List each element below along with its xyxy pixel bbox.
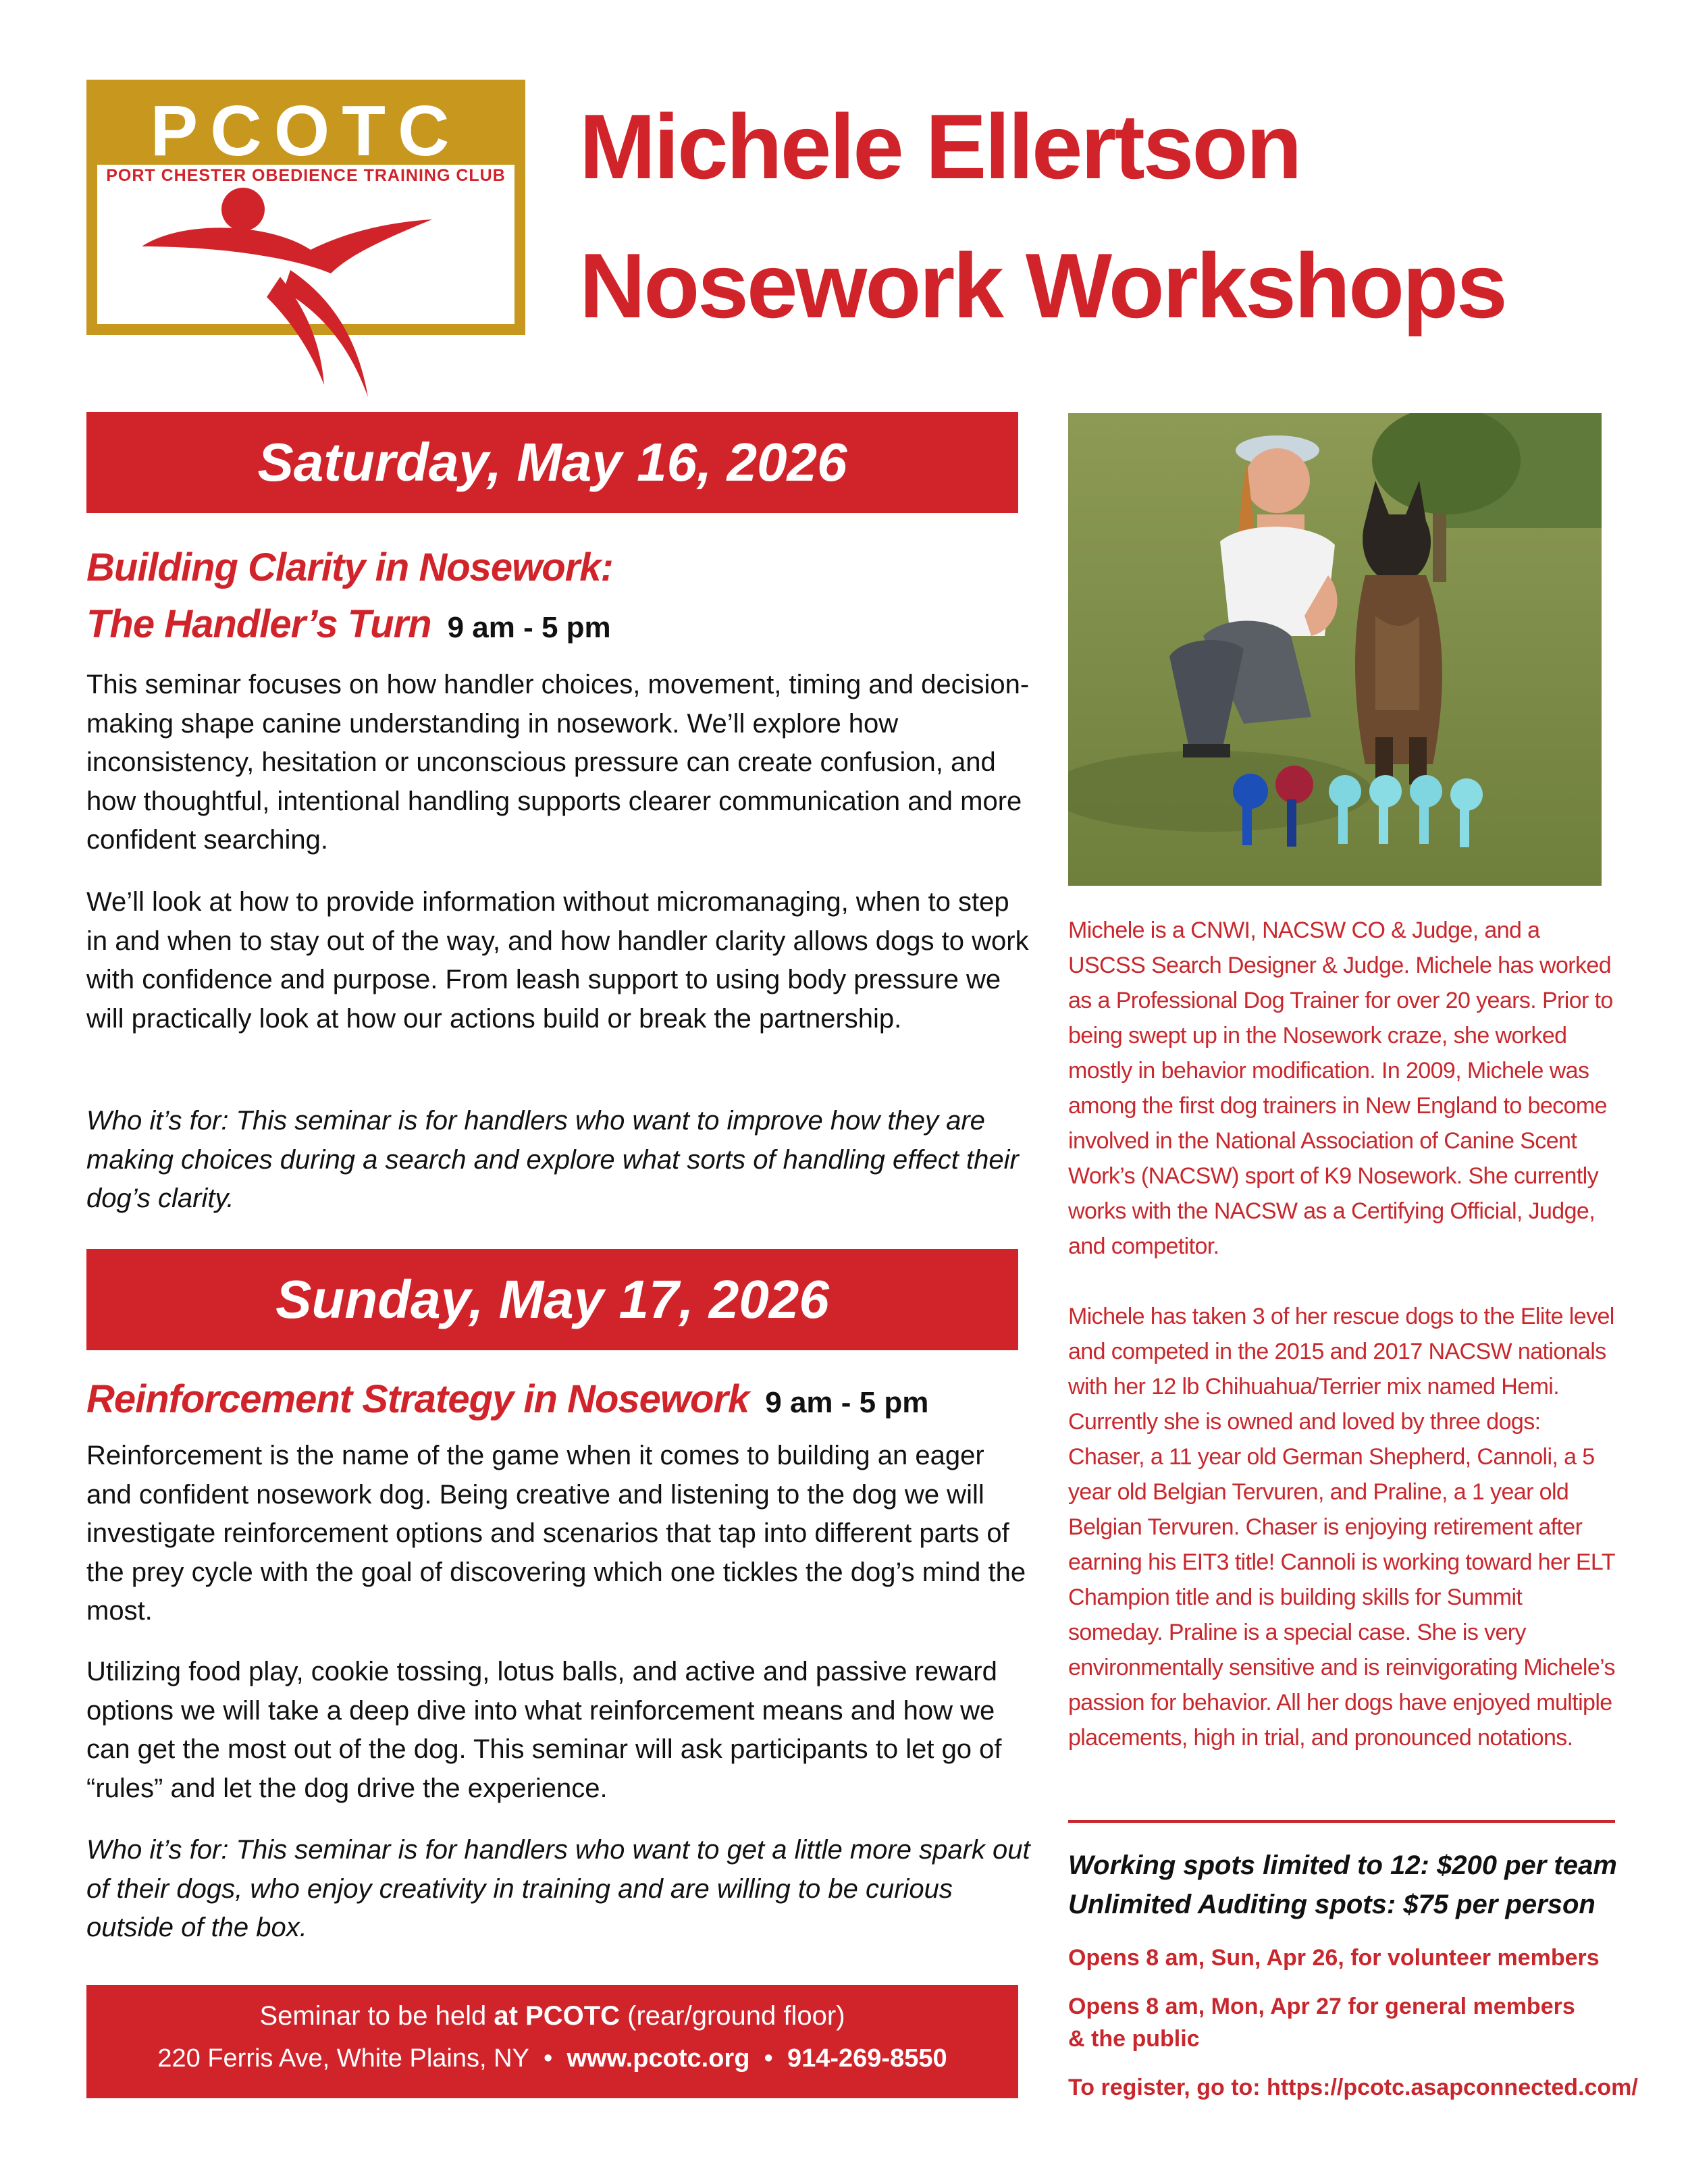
saturday-seminar-title-line1: Building Clarity in Nosework: [86, 545, 613, 589]
location-address: 220 Ferris Ave, White Plains, NY [157, 2044, 529, 2073]
saturday-paragraph-2: We’ll look at how to provide information without micromanaging, when to step in and when to stay out of the way, and how handler clarity allows dogs to work with confidence and purpose. From leash support to using body pressure we will practically look at how our actions build or break the partnership. [86, 887, 1029, 1034]
opens-general-line2: & the public [1068, 2026, 1200, 2052]
sunday-seminar-title-row [86, 1376, 928, 1427]
sunday-date-bar: Sunday, May 17, 2026 [86, 1249, 1018, 1350]
phone-number: 914-269-8550 [787, 2044, 947, 2073]
bio-paragraph-1: Michele is a CNWI, NACSW CO & Judge, and a USCSS Search Designer & Judge. Michele has worked as a Professional Dog Trainer for over 20 years. Prior to being swept up in the Nosework craze, she worked mostly in behavior modification. In 2009, Michele was among the first dog trainers in New England to become involved in the National Association of Canine Scent Work’s (NACSW) sport of K9 Nosework. She currently works with the NACSW as a Certifying Official, Judge, and competitor. [1068, 917, 1613, 1259]
saturday-who-for: Who it’s for: This seminar is for handlers who want to improve how they are making choices during a search and explore what sorts of handling effect their dog’s clarity. [86, 1106, 1019, 1213]
location-bar [86, 1985, 1018, 2098]
page-title-line1: Michele Ellertson [579, 95, 1300, 198]
logo-runner-icon [135, 182, 466, 398]
separator-dot: • [764, 2044, 773, 2073]
separator-dot: • [544, 2044, 553, 2073]
saturday-paragraph-1: This seminar focuses on how handler choices, movement, timing and decision-making shape canine understanding in nosework. We’ll explore how inconsistency, hesitation or unconscious pressure can create confusion, and how thoughtful, intentional handling supports clearer communication and more confident searching. [86, 670, 1030, 855]
opens-general-line1: Opens 8 am, Mon, Apr 27 for general members [1068, 1994, 1575, 2019]
sunday-seminar-title: Reinforcement Strategy in Nosework [86, 1377, 749, 1421]
sunday-paragraph-2: Utilizing food play, cookie tossing, lotus balls, and active and passive reward options we will take a deep dive into what reinforcement means and how we can get the most out of the dog. This seminar will ask participants to let go of “rules” and let the dog drive the experience. [86, 1657, 1002, 1803]
saturday-date-bar: Saturday, May 16, 2026 [86, 412, 1018, 513]
saturday-time: 9 am - 5 pm [447, 611, 611, 644]
logo-acronym: PCOTC [150, 91, 462, 171]
working-spots-price: Working spots limited to 12: $200 per team [1068, 1850, 1617, 1880]
location-venue: at PCOTC [494, 2001, 621, 2031]
logo-club-name: PORT CHESTER OBEDIENCE TRAINING CLUB [106, 166, 506, 185]
opens-volunteer: Opens 8 am, Sun, Apr 26, for volunteer members [1068, 1945, 1600, 1971]
saturday-seminar-title-line2: The Handler’s Turn [86, 602, 431, 646]
location-line1 [86, 2001, 1018, 2031]
page-title-line2: Nosework Workshops [579, 234, 1506, 337]
website-link[interactable]: www.pcotc.org [566, 2044, 750, 2073]
auditing-spots-price: Unlimited Auditing spots: $75 per person [1068, 1890, 1595, 1919]
location-floor: (rear/ground floor) [620, 2001, 845, 2031]
location-line2 [86, 2044, 1018, 2073]
location-prefix: Seminar to be held [259, 2001, 494, 2031]
divider [1068, 1820, 1615, 1823]
sunday-who-for: Who it’s for: This seminar is for handlers who want to get a little more spark out of their dogs, who enjoy creativity in training and are willing to be curious outside of the box. [86, 1835, 1030, 1942]
bio-paragraph-2: Michele has taken 3 of her rescue dogs to the Elite level and competed in the 2015 and 2017 NACSW nationals with her 12 lb Chihuahua/Terrier mix named Hemi. Currently she is owned and loved by three dogs: Chaser, a 11 year old German Shepherd, Cannoli, a 5 year old Belgian Tervuren, and Praline, a 1 year old Belgian Tervuren. Chaser is enjoying retirement after earning his EIT3 title! Cannoli is working toward her ELT Champion title and is building skills for Summit someday. Praline is a special case. She is very environmentally sensitive and is reinvigorating Michele’s passion for behavior. All her dogs have enjoyed multiple placements, high in trial, and pronounced notations. [1068, 1304, 1615, 1751]
trainer-with-dog-photo [1068, 413, 1602, 886]
saturday-seminar-title-line2-row [86, 601, 611, 651]
register-link[interactable]: To register, go to: https://pcotc.asapconnected.com/ [1068, 2075, 1638, 2100]
sunday-time: 9 am - 5 pm [765, 1386, 929, 1419]
sunday-paragraph-1: Reinforcement is the name of the game when it comes to building an eager and confident nosework dog. Being creative and listening to the dog we will investigate reinforcement options and scenarios that tap into different parts of the prey cycle with the goal of discovering which one tickles the dog’s mind the most. [86, 1441, 1026, 1626]
